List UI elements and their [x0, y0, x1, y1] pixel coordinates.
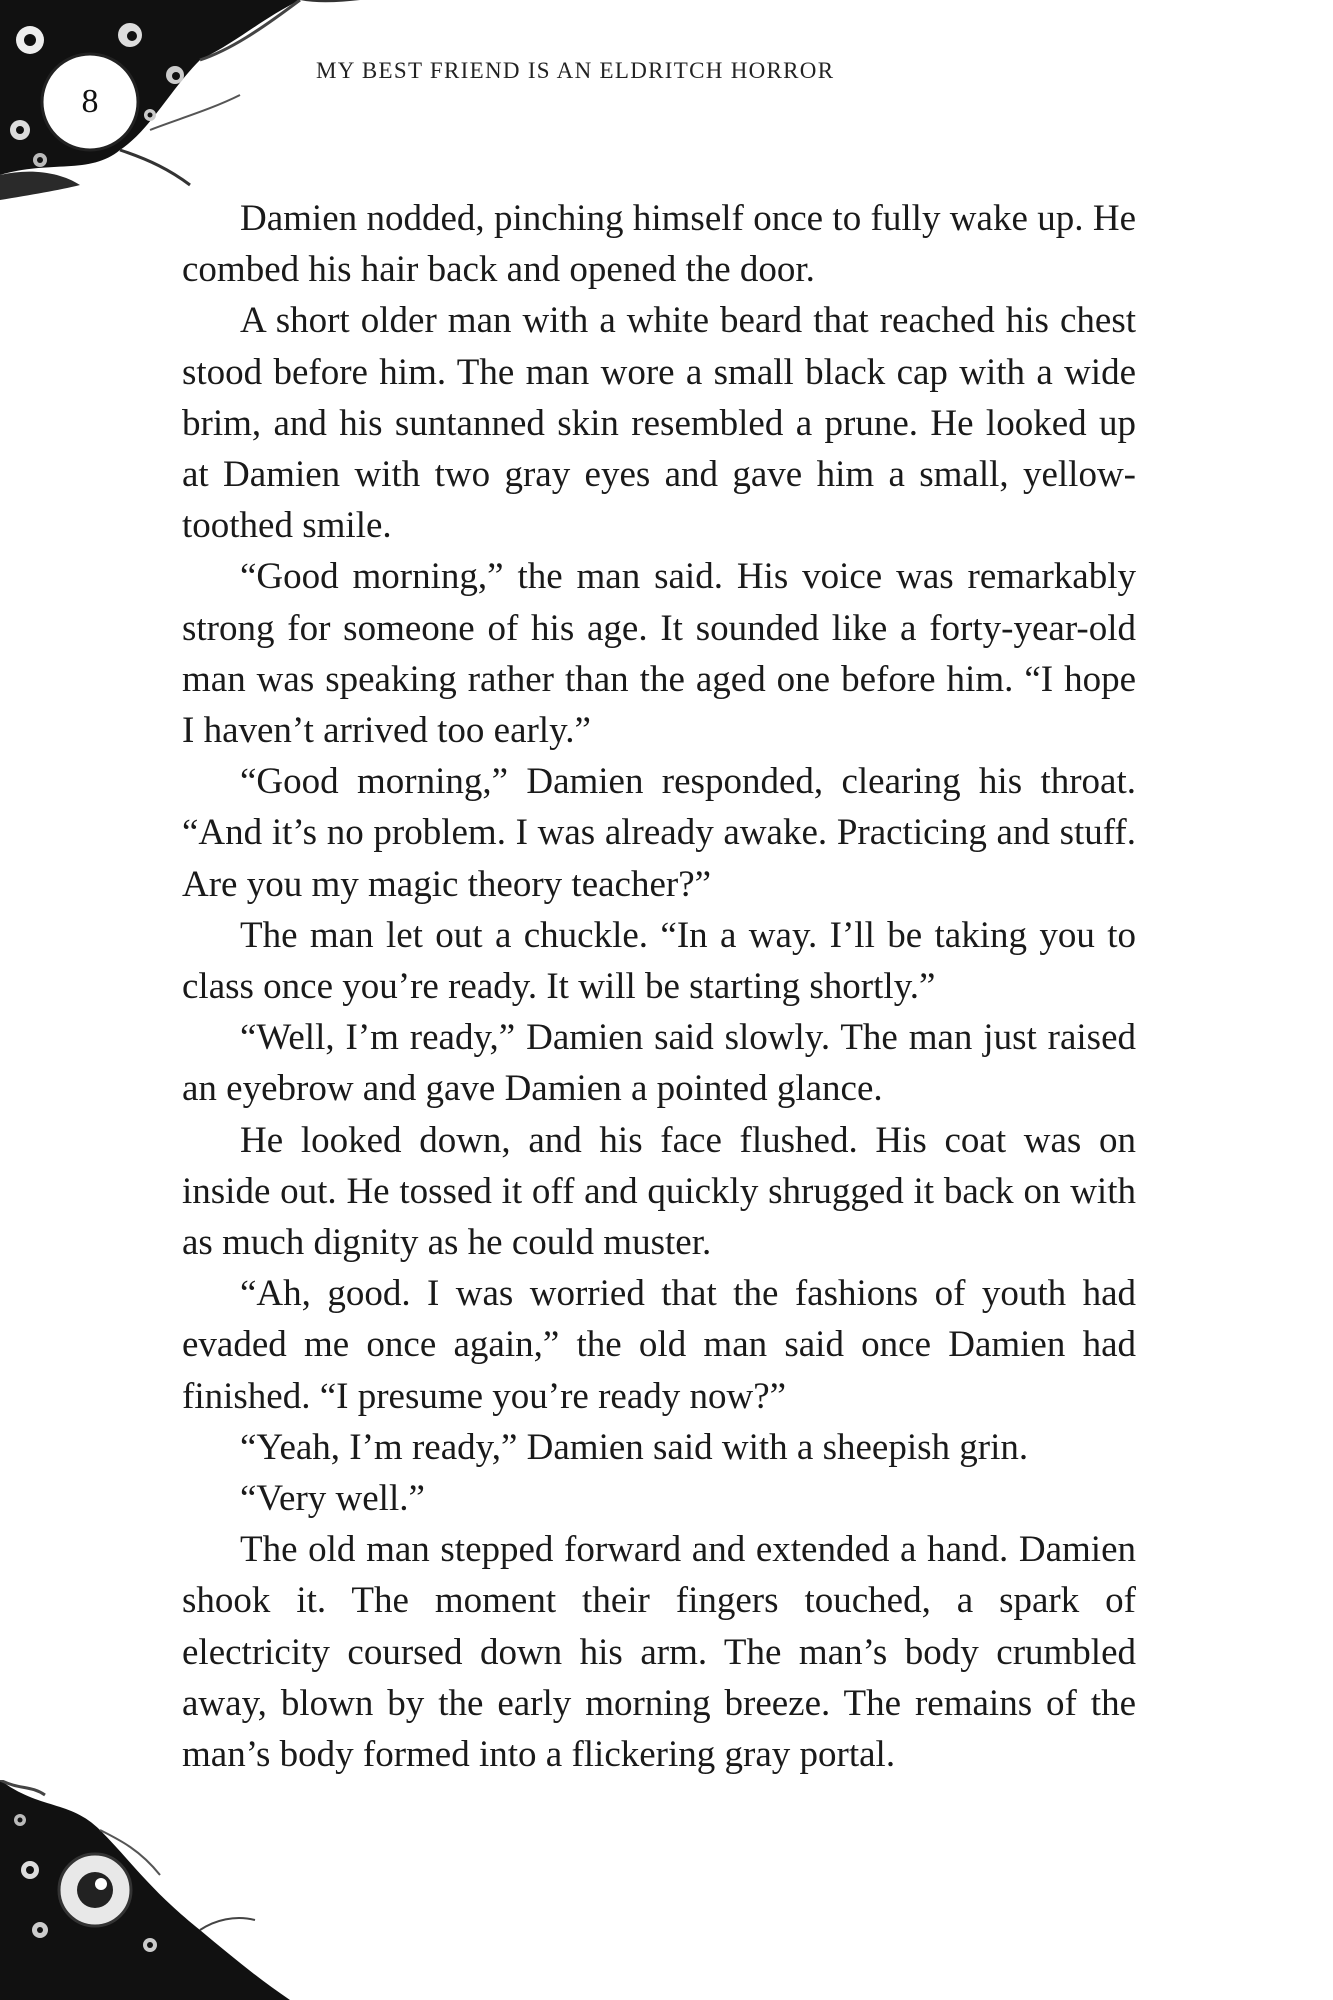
paragraph: Damien nodded, pinching himself once to fully wake up. He combed his hair back and opened the door. — [182, 198, 1136, 291]
paragraph: “Yeah, I’m ready,” Damien said with a sheepish grin. — [240, 1426, 1029, 1468]
paragraph: “Very well.” — [240, 1478, 425, 1520]
running-header: MY BEST FRIEND IS AN ELDRITCH HORROR — [316, 58, 835, 83]
page-number: 8 — [81, 83, 99, 120]
paragraph: He looked down, and his face flushed. His coat was on inside out. He tossed it off and quickly shrugged it back on with as much dignity as he could muster. — [182, 1119, 1136, 1264]
paragraph: A short older man with a white beard that reached his chest stood before him. The man wore a small black cap with a wide brim, and his suntanned skin resembled a prune. He looked up at Damien with two gray eyes and gave him a small, yellow-toothed smile. — [182, 300, 1136, 547]
paragraph: The man let out a chuckle. “In a way. I’ll be taking you to class once you’re ready. It will be starting shortly.” — [182, 914, 1136, 1008]
corner-eye-illustration-bottom — [0, 1780, 290, 2000]
body-text — [182, 193, 1136, 1780]
paragraph: “Well, I’m ready,” Damien said slowly. The man just raised an eyebrow and gave Damien a pointed glance. — [182, 1017, 1136, 1110]
paragraph: “Good morning,” the man said. His voice was remarkably strong for someone of his age. It sounded like a forty-year-old man was speaking rather than the aged one before him. “I hope I haven’t arrived too early.” — [182, 556, 1136, 752]
paragraph: “Good morning,” Damien responded, clearing his throat. “And it’s no problem. I was already awake. Practicing and stuff. Are you my magic theory teacher?” — [182, 761, 1136, 905]
corner-eyes-illustration-top — [0, 0, 360, 200]
paragraph: “Ah, good. I was worried that the fashions of youth had evaded me once again,” the old man said once Damien had finished. “I presume you’re ready now?” — [182, 1273, 1136, 1417]
paragraph: The old man stepped forward and extended a hand. Damien shook it. The moment their fingers touched, a spark of electricity coursed down his arm. The man’s body crumbled away, blown by the early morning breeze. The remains of the man’s body formed into a flickering gray portal. — [182, 1529, 1136, 1776]
